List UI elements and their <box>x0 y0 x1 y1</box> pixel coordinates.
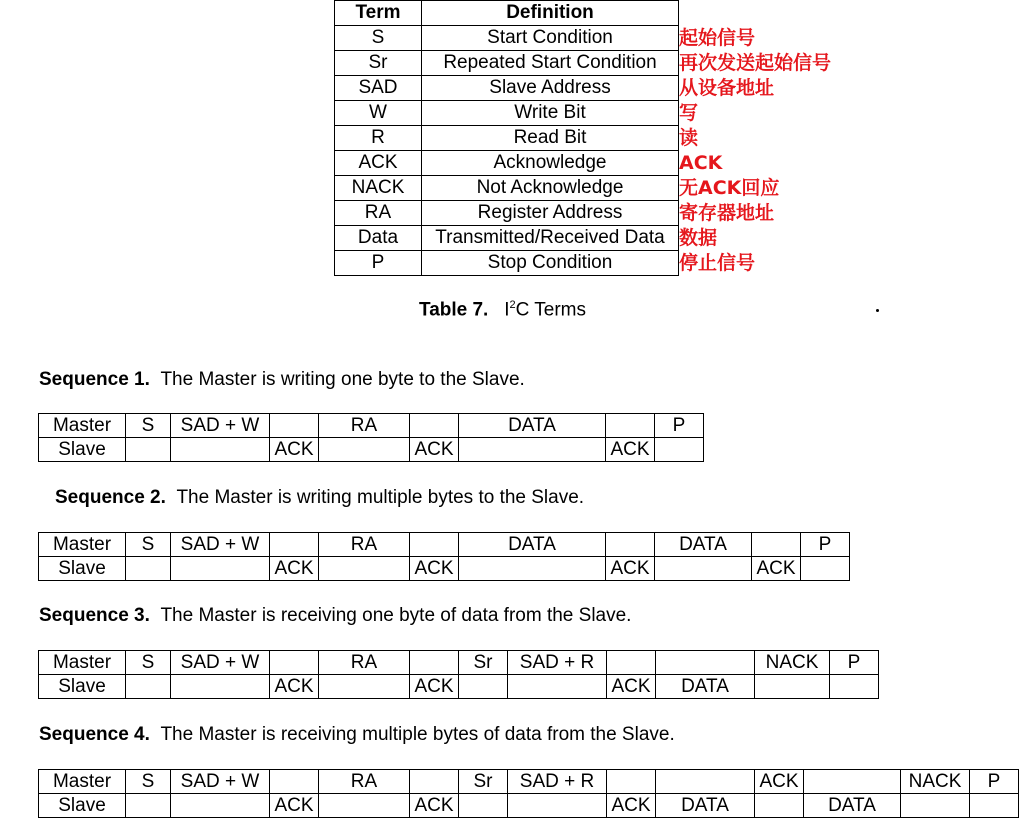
term-cell: SAD <box>335 76 422 101</box>
terms-row <box>335 176 679 201</box>
slave-step-cell <box>171 557 270 581</box>
terms-row <box>335 201 679 226</box>
master-step-cell <box>410 770 459 794</box>
term-cell: ACK <box>335 151 422 176</box>
master-label-cell: Master <box>39 770 126 794</box>
terms-row <box>335 226 679 251</box>
slave-step-cell: ACK <box>606 557 655 581</box>
master-step-cell: SAD + W <box>171 533 270 557</box>
terms-row <box>335 26 679 51</box>
stray-dot <box>876 309 879 312</box>
master-step-cell: SAD + W <box>171 770 270 794</box>
slave-step-cell <box>459 438 606 462</box>
slave-step-cell <box>126 438 171 462</box>
sequence-3-label: Sequence 3. <box>39 605 150 626</box>
master-step-cell <box>410 414 459 438</box>
term-cell: RA <box>335 201 422 226</box>
slave-step-cell <box>655 557 752 581</box>
master-step-cell <box>410 533 459 557</box>
master-step-cell <box>270 533 319 557</box>
sequence-1-title <box>39 369 525 391</box>
master-step-cell: S <box>126 414 171 438</box>
slave-row <box>39 794 1019 818</box>
slave-step-cell <box>970 794 1019 818</box>
chinese-annotations <box>679 26 831 276</box>
master-step-cell: NACK <box>901 770 970 794</box>
definition-cell: Transmitted/Received Data <box>422 226 679 251</box>
master-step-cell: SAD + W <box>171 651 270 675</box>
sequence-4-title <box>39 724 675 746</box>
sequence-1-label: Sequence 1. <box>39 369 150 390</box>
slave-step-cell <box>319 438 410 462</box>
terms-row <box>335 51 679 76</box>
definition-cell: Register Address <box>422 201 679 226</box>
master-step-cell <box>804 770 901 794</box>
sequence-3-title <box>39 605 631 627</box>
slave-step-cell: ACK <box>410 438 459 462</box>
term-annotation: 从设备地址 <box>679 77 775 99</box>
term-cell: Data <box>335 226 422 251</box>
slave-step-cell: ACK <box>606 438 655 462</box>
slave-step-cell <box>171 438 270 462</box>
master-step-cell: Sr <box>459 770 508 794</box>
slave-step-cell <box>459 557 606 581</box>
master-step-cell <box>270 651 319 675</box>
term-cell: NACK <box>335 176 422 201</box>
master-row <box>39 533 850 557</box>
term-annotation: ACK <box>679 152 723 174</box>
master-step-cell: RA <box>319 770 410 794</box>
slave-step-cell: ACK <box>410 675 459 699</box>
slave-step-cell <box>655 438 704 462</box>
terms-row <box>335 126 679 151</box>
terms-row <box>335 101 679 126</box>
slave-label-cell: Slave <box>39 438 126 462</box>
slave-step-cell: ACK <box>410 557 459 581</box>
caption-label: Table 7. <box>419 299 489 321</box>
term-cell: S <box>335 26 422 51</box>
term-annotation: 起始信号 <box>679 27 756 49</box>
sequence-3-text: The Master is receiving one byte of data from the Slave. <box>160 605 632 626</box>
sequence-4-label: Sequence 4. <box>39 724 150 745</box>
master-step-cell: ACK <box>755 770 804 794</box>
slave-step-cell <box>508 675 607 699</box>
definition-cell: Repeated Start Condition <box>422 51 679 76</box>
master-step-cell: DATA <box>459 414 606 438</box>
slave-step-cell <box>126 794 171 818</box>
master-label-cell: Master <box>39 414 126 438</box>
slave-step-cell <box>901 794 970 818</box>
slave-row <box>39 557 850 581</box>
master-step-cell: P <box>970 770 1019 794</box>
term-annotation: 停止信号 <box>679 252 756 274</box>
master-step-cell <box>270 414 319 438</box>
master-step-cell: SAD + R <box>508 651 607 675</box>
sequence-2-label: Sequence 2. <box>55 487 166 508</box>
master-row <box>39 651 879 675</box>
definition-cell: Write Bit <box>422 101 679 126</box>
caption-sup: 2 <box>509 299 516 311</box>
slave-label-cell: Slave <box>39 794 126 818</box>
term-annotation: 写 <box>679 102 699 124</box>
slave-step-cell <box>459 794 508 818</box>
master-step-cell: DATA <box>655 533 752 557</box>
slave-step-cell <box>319 794 410 818</box>
caption-i: I <box>504 299 510 321</box>
slave-step-cell: ACK <box>607 794 656 818</box>
slave-step-cell: ACK <box>410 794 459 818</box>
master-step-cell: RA <box>319 414 410 438</box>
master-step-cell: P <box>655 414 704 438</box>
slave-step-cell: ACK <box>752 557 801 581</box>
definition-cell: Start Condition <box>422 26 679 51</box>
definition-cell: Slave Address <box>422 76 679 101</box>
master-step-cell <box>607 770 656 794</box>
terms-body <box>335 26 679 276</box>
master-label-cell: Master <box>39 533 126 557</box>
master-step-cell: P <box>801 533 850 557</box>
sequence-2-table <box>38 532 850 581</box>
slave-step-cell: ACK <box>270 438 319 462</box>
slave-step-cell <box>755 675 830 699</box>
master-step-cell: NACK <box>755 651 830 675</box>
slave-step-cell <box>319 675 410 699</box>
header-term: Term <box>335 1 422 26</box>
master-step-cell <box>656 770 755 794</box>
slave-step-cell: ACK <box>607 675 656 699</box>
terms-table <box>334 0 679 276</box>
definition-cell: Stop Condition <box>422 251 679 276</box>
term-annotation: 无ACK回应 <box>679 177 780 199</box>
master-step-cell: RA <box>319 533 410 557</box>
master-label-cell: Master <box>39 651 126 675</box>
slave-label-cell: Slave <box>39 675 126 699</box>
definition-cell: Not Acknowledge <box>422 176 679 201</box>
master-row <box>39 414 704 438</box>
slave-step-cell: DATA <box>804 794 901 818</box>
slave-step-cell: ACK <box>270 557 319 581</box>
master-step-cell: DATA <box>459 533 606 557</box>
slave-step-cell: DATA <box>656 794 755 818</box>
term-cell: P <box>335 251 422 276</box>
term-annotation: 读 <box>679 127 699 149</box>
term-cell: Sr <box>335 51 422 76</box>
caption-rest: C Terms <box>515 299 586 321</box>
master-step-cell: Sr <box>459 651 508 675</box>
slave-step-cell <box>801 557 850 581</box>
terms-row <box>335 251 679 276</box>
slave-step-cell <box>126 675 171 699</box>
master-step-cell: SAD + W <box>171 414 270 438</box>
master-step-cell <box>410 651 459 675</box>
terms-header-row <box>335 1 679 26</box>
slave-step-cell <box>171 675 270 699</box>
slave-label-cell: Slave <box>39 557 126 581</box>
master-step-cell: SAD + R <box>508 770 607 794</box>
sequence-2-text: The Master is writing multiple bytes to the Slave. <box>176 487 585 508</box>
slave-step-cell: DATA <box>656 675 755 699</box>
term-annotation: 数据 <box>679 227 718 249</box>
slave-step-cell <box>126 557 171 581</box>
header-definition: Definition <box>422 1 679 26</box>
slave-step-cell: ACK <box>270 794 319 818</box>
slave-step-cell <box>755 794 804 818</box>
sequence-3-table <box>38 650 879 699</box>
slave-step-cell <box>319 557 410 581</box>
master-row <box>39 770 1019 794</box>
table-caption <box>419 299 586 321</box>
master-step-cell: S <box>126 533 171 557</box>
master-step-cell: P <box>830 651 879 675</box>
sequence-2-title <box>55 487 584 509</box>
slave-step-cell <box>459 675 508 699</box>
master-step-cell <box>607 651 656 675</box>
slave-step-cell: ACK <box>270 675 319 699</box>
term-annotation: 寄存器地址 <box>679 202 775 224</box>
definition-cell: Read Bit <box>422 126 679 151</box>
master-step-cell <box>656 651 755 675</box>
slave-step-cell <box>830 675 879 699</box>
slave-row <box>39 675 879 699</box>
slave-step-cell <box>508 794 607 818</box>
term-annotation: 再次发送起始信号 <box>679 52 832 74</box>
master-step-cell: RA <box>319 651 410 675</box>
master-step-cell: S <box>126 770 171 794</box>
master-step-cell <box>606 414 655 438</box>
master-step-cell <box>606 533 655 557</box>
slave-step-cell <box>171 794 270 818</box>
sequence-1-table <box>38 413 704 462</box>
sequence-4-text: The Master is receiving multiple bytes of data from the Slave. <box>160 724 675 745</box>
slave-row <box>39 438 704 462</box>
master-step-cell <box>752 533 801 557</box>
sequence-4-table <box>38 769 1019 818</box>
terms-row <box>335 76 679 101</box>
sequence-1-text: The Master is writing one byte to the Slave. <box>160 369 525 390</box>
terms-row <box>335 151 679 176</box>
definition-cell: Acknowledge <box>422 151 679 176</box>
master-step-cell: S <box>126 651 171 675</box>
master-step-cell <box>270 770 319 794</box>
term-cell: R <box>335 126 422 151</box>
term-cell: W <box>335 101 422 126</box>
